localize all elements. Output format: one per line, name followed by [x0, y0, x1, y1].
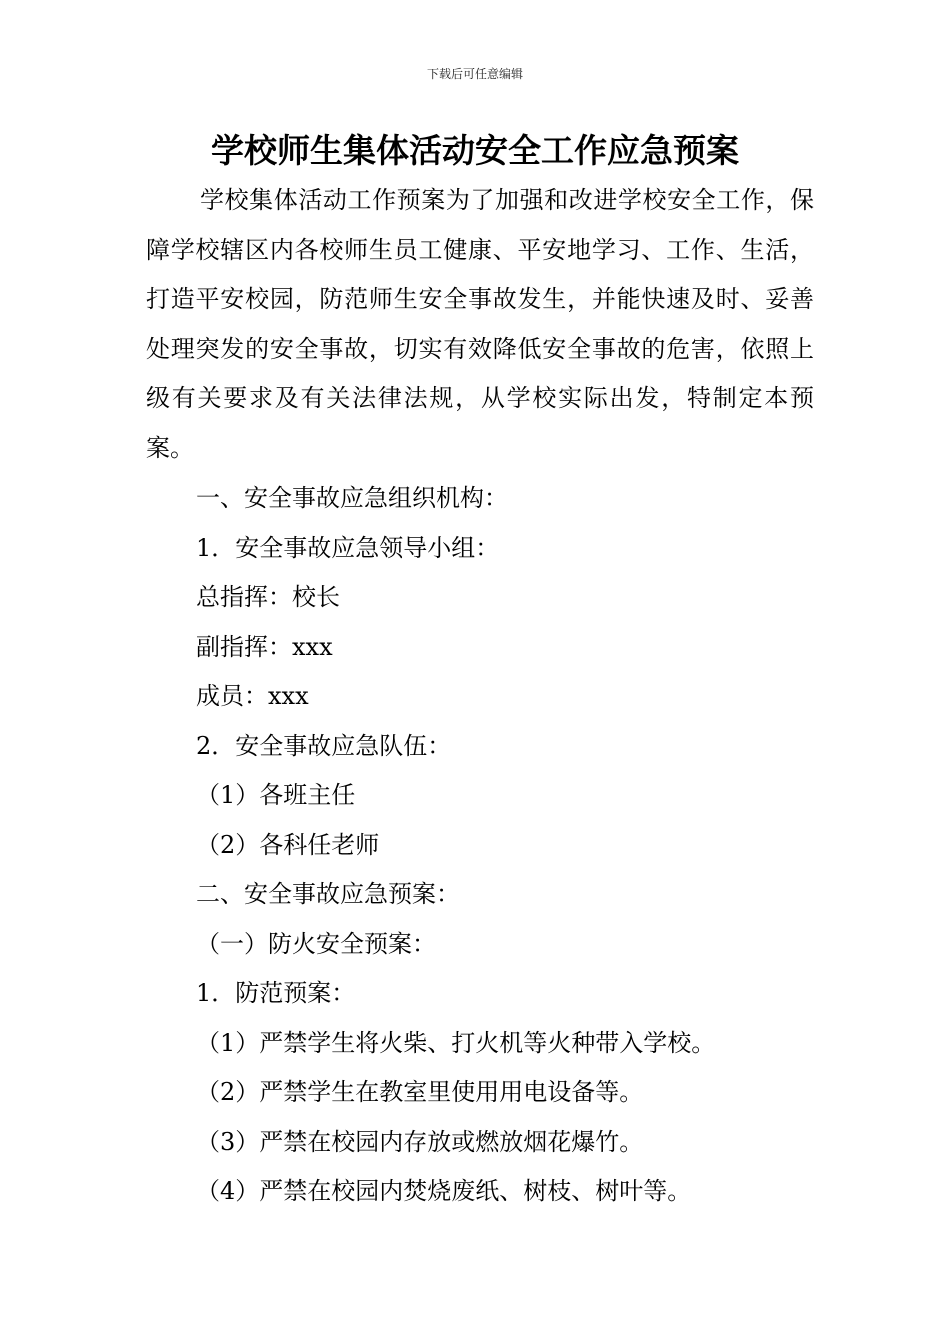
- subsection-leadership-group: 1．安全事故应急领导小组：: [196, 533, 500, 562]
- subsection-fire-safety: （一）防火安全预案：: [196, 929, 436, 958]
- list-item-prevention-2: （2）严禁学生在教室里使用用电设备等。: [196, 1078, 644, 1106]
- list-item-subject-teachers: （2）各科任老师: [196, 830, 380, 859]
- document-body-lines: [196, 474, 814, 1217]
- section-heading-organization: 一、安全事故应急组织机构：: [196, 484, 508, 512]
- line-deputy-commander: 副指挥：xxx: [196, 632, 333, 661]
- list-item-class-teachers: （1）各班主任: [196, 781, 356, 809]
- intro-paragraph: 学校集体活动工作预案为了加强和改进学校安全工作，保障学校辖区内各校师生员工健康、平安地学习、工作、生活，打造平安校园，防范师生安全事故发生，并能快速及时、妥善处理突发的安全事故，切实有效降低安全事故的危害，依照上级有关要求及有关法律法规，从学校实际出发，特制定本预案。: [146, 186, 814, 462]
- subsection-response-team: 2．安全事故应急队伍：: [196, 731, 452, 760]
- list-item-prevention-3: （3）严禁在校园内存放或燃放烟花爆竹。: [196, 1127, 644, 1156]
- section-heading-emergency-plan: 二、安全事故应急预案：: [196, 880, 460, 908]
- document-title: 学校师生集体活动安全工作应急预案: [211, 131, 739, 170]
- line-members: 成员：xxx: [196, 682, 309, 710]
- subsection-prevention: 1．防范预案：: [196, 979, 356, 1007]
- page-header: 下载后可任意编辑: [426, 67, 523, 81]
- list-item-prevention-1: （1）严禁学生将火柴、打火机等火种带入学校。: [196, 1028, 716, 1057]
- list-item-prevention-4: （4）严禁在校园内焚烧废纸、树枝、树叶等。: [196, 1177, 692, 1205]
- line-commander: 总指挥：校长: [196, 583, 340, 611]
